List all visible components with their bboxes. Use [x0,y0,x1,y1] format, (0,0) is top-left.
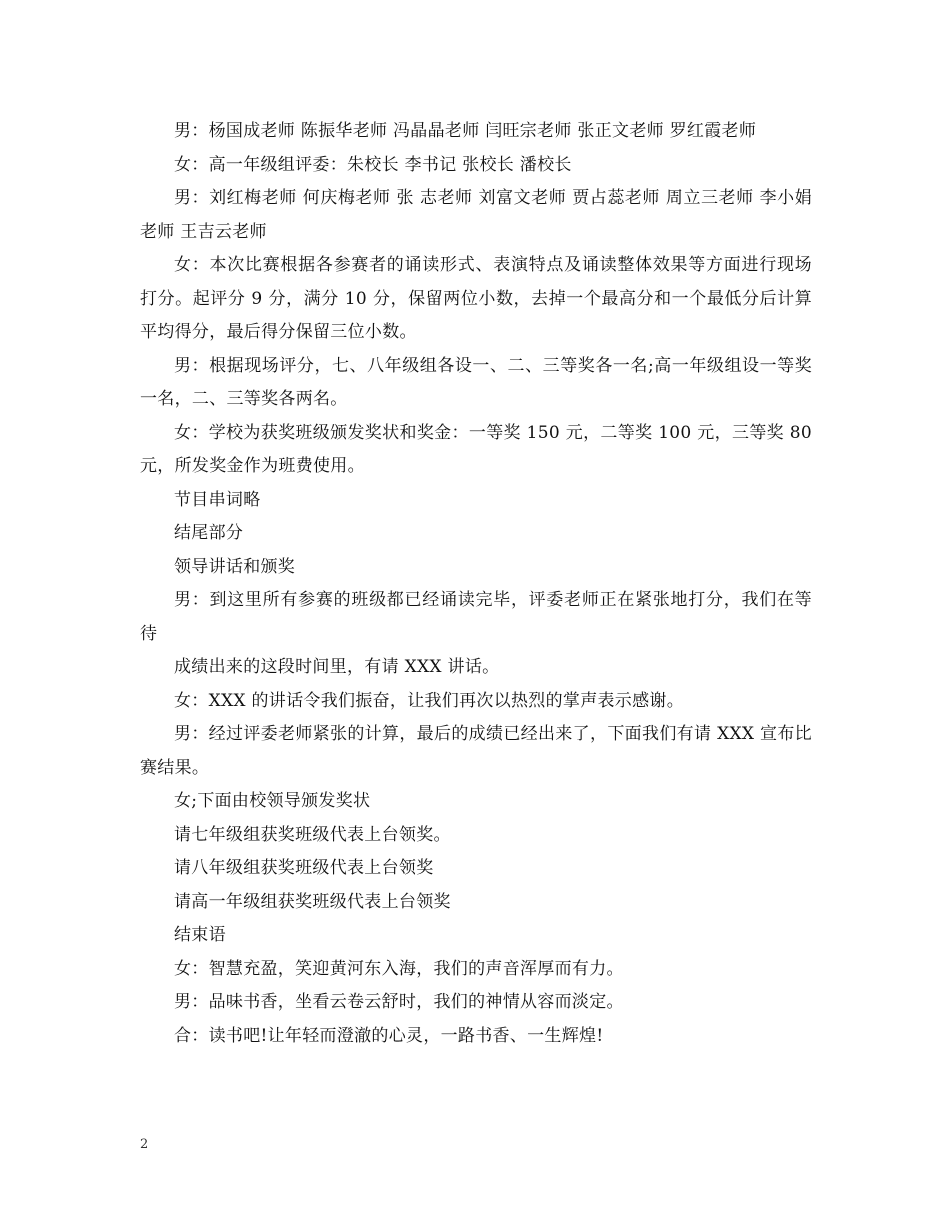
paragraph-closing-female: 女：智慧充盈，笑迎黄河东入海，我们的声音浑厚而有力。 [174,958,624,979]
paragraph-waiting-scores: 男：到这里所有参赛的班级都已经诵读完毕，评委老师正在紧张地打分，我们在等待 [140,590,812,644]
paragraph-award-certificates: 女;下面由校领导颁发奖状 [174,791,371,811]
paragraph-grade7-awards: 请七年级组获奖班级代表上台领奖。 [174,824,451,845]
paragraph-program-lines: 节目串词略 [174,489,261,510]
paragraph-closing-title: 结束语 [174,925,226,945]
paragraph-judges-male-2: 男：刘红梅老师 何庆梅老师 张 志老师 刘富文老师 贾占蕊老师 周立三老师 李小娟老师 王吉云老师 [140,188,812,242]
paragraph-grade8-awards: 请八年级组获奖班级代表上台领奖 [174,858,434,878]
paragraph-judges-male-1: 男：杨国成老师 陈振华老师 冯晶晶老师 闫旺宗老师 张正文老师 罗红霞老师 [174,121,757,141]
document-body [140,115,812,1053]
paragraph-prize-money: 女：学校为获奖班级颁发奖状和奖金：一等奖 150 元，二等奖 100 元，三等奖 80 元，所发奖金作为班费使用。 [140,422,812,476]
paragraph-judges-grade10: 女：高一年级组评委：朱校长 李书记 张校长 潘校长 [174,154,572,175]
paragraph-closing-male: 男：品味书香，坐看云卷云舒时，我们的神情从容而淡定。 [174,992,624,1012]
paragraph-thanks: 女：XXX 的讲话令我们振奋，让我们再次以热烈的掌声表示感谢。 [174,690,685,711]
paragraph-invite-speech: 成绩出来的这段时间里，有请 XXX 讲话。 [174,657,500,677]
paragraph-ending-section: 结尾部分 [174,523,244,543]
paragraph-announce-results: 男：经过评委老师紧张的计算，最后的成绩已经出来了，下面我们有请 XXX 宣布比赛结果。 [140,724,812,778]
paragraph-grade10-awards: 请高一年级组获奖班级代表上台领奖 [174,891,451,912]
paragraph-closing-together: 合：读书吧!让年轻而澄澈的心灵，一路书香、一生辉煌! [174,1025,604,1046]
paragraph-leader-speech: 领导讲话和颁奖 [174,556,296,577]
page-number: 2 [140,1137,149,1152]
paragraph-award-setup: 男：根据现场评分，七、八年级组各设一、二、三等奖各一名;高一年级组设一等奖一名，二、三等奖各两名。 [140,355,812,409]
paragraph-scoring-rules: 女：本次比赛根据各参赛者的诵读形式、表演特点及诵读整体效果等方面进行现场打分。起评分 9 分，满分 10 分，保留两位小数，去掉一个最高分和一个最低分后计算平均得分，最后得分保留三位小数。 [140,255,812,342]
